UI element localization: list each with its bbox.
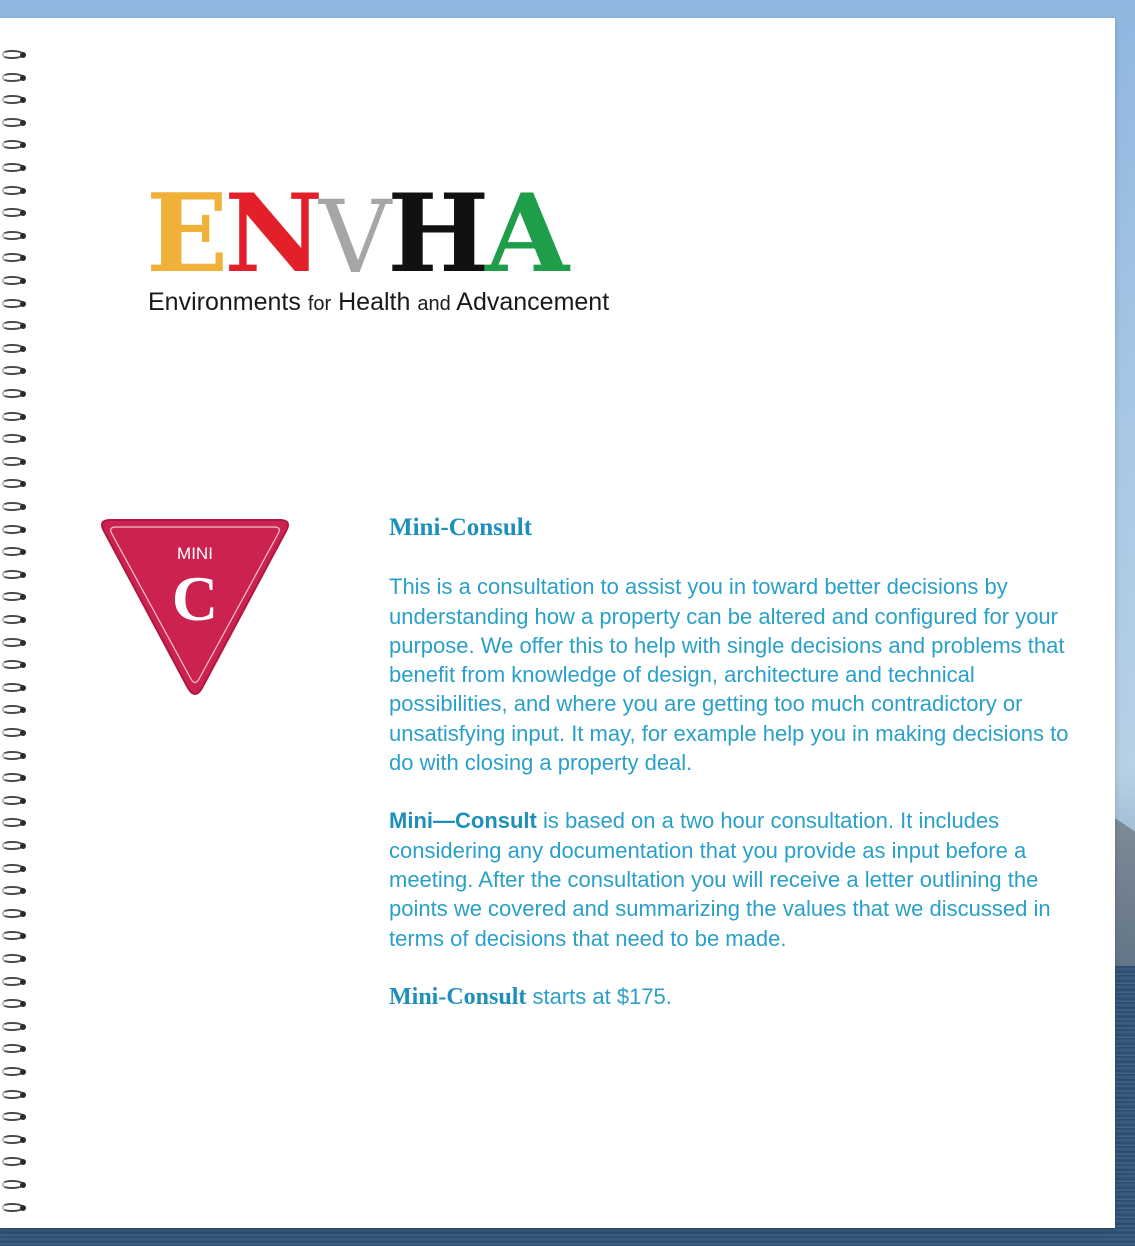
spiral-ring xyxy=(0,726,30,738)
logo-wordmark xyxy=(146,168,566,297)
spiral-ring xyxy=(0,975,30,987)
spiral-ring xyxy=(0,319,30,331)
spiral-ring xyxy=(0,545,30,557)
logo-tagline xyxy=(148,288,609,317)
logo-letter-v: V xyxy=(319,179,388,296)
spiral-ring xyxy=(0,1020,30,1032)
spiral-ring xyxy=(0,749,30,761)
spiral-ring xyxy=(0,862,30,874)
spiral-ring xyxy=(0,297,30,309)
spiral-binding xyxy=(0,48,34,1228)
spiral-ring xyxy=(0,523,30,535)
details-paragraph xyxy=(389,806,1079,952)
envha-logo xyxy=(146,168,646,328)
notebook-page xyxy=(0,18,1115,1228)
section-heading: Mini-Consult xyxy=(389,514,533,541)
logo-letter-n: N xyxy=(224,171,320,297)
tagline-advancement: Advancement xyxy=(456,288,610,316)
spiral-ring xyxy=(0,116,30,128)
intro-paragraph: This is a consultation to assist you in toward better decisions by understanding how a property can be altered and configured for your purpose. We offer this to help with single decisions and problems that benefit from knowledge of design, architecture and technical possibilities, and where you are getting too much contradictory or unsatisfying input. It may, for example help you in making decisions to do with closing a property deal. xyxy=(389,574,1069,776)
spiral-ring xyxy=(0,455,30,467)
spiral-ring xyxy=(0,816,30,828)
spiral-ring xyxy=(0,342,30,354)
price-text: starts at $175. xyxy=(526,983,672,1009)
spiral-ring xyxy=(0,681,30,693)
spiral-ring xyxy=(0,703,30,715)
tagline-for: for xyxy=(307,293,332,315)
spiral-ring xyxy=(0,274,30,286)
spiral-ring xyxy=(0,907,30,919)
spiral-ring xyxy=(0,794,30,806)
tagline-and: and xyxy=(417,293,451,315)
spiral-ring xyxy=(0,1110,30,1122)
spiral-ring xyxy=(0,929,30,941)
spiral-ring xyxy=(0,590,30,602)
spiral-ring xyxy=(0,1178,30,1190)
logo-letter-e: E xyxy=(146,171,225,297)
mini-c-badge xyxy=(96,516,294,698)
spiral-ring xyxy=(0,613,30,625)
spiral-ring xyxy=(0,410,30,422)
price-paragraph xyxy=(389,982,1079,1012)
price-lead: Mini-Consult xyxy=(389,983,527,1010)
spiral-ring xyxy=(0,206,30,218)
logo-letter-a: A xyxy=(485,171,566,297)
spiral-ring xyxy=(0,364,30,376)
spiral-ring xyxy=(0,387,30,399)
tagline-environments: Environments xyxy=(148,288,301,316)
spiral-ring xyxy=(0,658,30,670)
spiral-ring xyxy=(0,1201,30,1213)
spiral-ring xyxy=(0,138,30,150)
spiral-ring xyxy=(0,997,30,1009)
spiral-ring xyxy=(0,48,30,60)
spiral-ring xyxy=(0,1155,30,1167)
spiral-ring xyxy=(0,1088,30,1100)
spiral-ring xyxy=(0,568,30,580)
service-description xyxy=(389,513,1079,1041)
spiral-ring xyxy=(0,1133,30,1145)
spiral-ring xyxy=(0,952,30,964)
spiral-ring xyxy=(0,184,30,196)
details-lead: Mini—Consult xyxy=(389,808,537,834)
badge-mini-label: MINI xyxy=(177,544,213,563)
spiral-ring xyxy=(0,839,30,851)
spiral-ring xyxy=(0,432,30,444)
spiral-ring xyxy=(0,500,30,512)
logo-letter-h: H xyxy=(387,171,486,297)
details-text: is based on a two hour consultation. It includes considering any documentation that you provide as input before a meeting. After the consultation you will receive a letter outlining the points we covered and summarizing the values that we discussed in terms of decisions that need to be made. xyxy=(389,808,1051,951)
tagline-health: Health xyxy=(338,288,411,316)
spiral-ring xyxy=(0,229,30,241)
spiral-ring xyxy=(0,1042,30,1054)
spiral-ring xyxy=(0,93,30,105)
spiral-ring xyxy=(0,477,30,489)
spiral-ring xyxy=(0,636,30,648)
spiral-ring xyxy=(0,251,30,263)
spiral-ring xyxy=(0,884,30,896)
spiral-ring xyxy=(0,71,30,83)
badge-c-letter: C xyxy=(171,563,219,634)
spiral-ring xyxy=(0,161,30,173)
spiral-ring xyxy=(0,1065,30,1077)
spiral-ring xyxy=(0,771,30,783)
